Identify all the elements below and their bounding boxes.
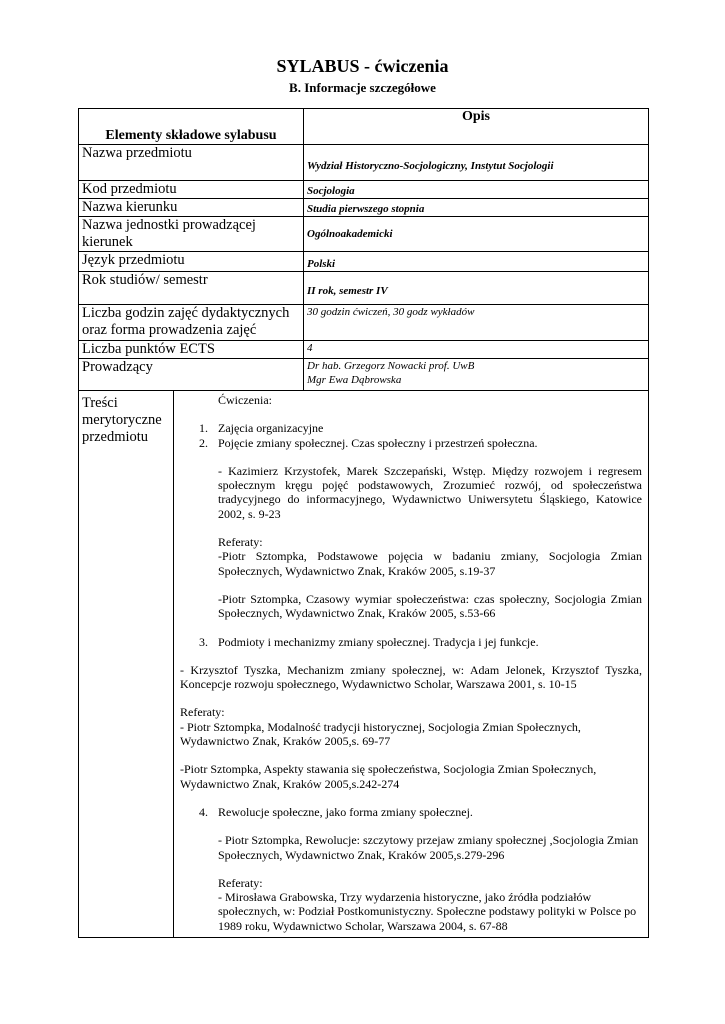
reference: - Piotr Sztompka, Rewolucje: szczytowy przejaw zmiany społecznej ,Socjologia Zmian Społecznych, Wydawnictwo Znak, Kraków 2005,s.279-296: [218, 833, 639, 862]
list-item: 4. Rewolucje społeczne, jako forma zmiany społecznej.: [199, 804, 473, 819]
header-elements: Elementy składowe sylabusu: [79, 109, 304, 145]
row-value: Studia pierwszego stopnia: [304, 199, 649, 217]
reference: -Piotr Sztompka, Podstawowe pojęcia w badaniu zmiany, Socjologia Zmian Społecznych, Wydawnictwo Znak, Kraków 2005, s.19-37: [218, 549, 642, 578]
row-label: Liczba godzin zajęć dydaktycznych oraz forma prowadzenia zajęć: [79, 305, 304, 341]
reference: - Piotr Sztompka, Modalność tradycji historycznej, Socjologia Zmian Społecznych, Wydawnictwo Znak, Kraków 2005,s. 69-77: [180, 719, 581, 749]
page-title: SYLABUS - ćwiczenia: [276, 56, 449, 76]
page-subtitle: B. Informacje szczegółowe: [289, 80, 436, 95]
row-label: Rok studiów/ semestr: [79, 272, 304, 305]
row-value: II rok, semestr IV: [304, 272, 649, 305]
row-value: Socjologia: [304, 181, 649, 199]
row-value: Ogólnoakademicki: [304, 217, 649, 252]
reference: -Piotr Sztompka, Aspekty stawania się społeczeństwa, Socjologia Zmian Społecznych, Wydawnictwo Znak, Kraków 2005,s.242-274: [180, 762, 597, 791]
list-item: 3. Podmioty i mechanizmy zmiany społecznej. Tradycja i jej funkcje.: [199, 634, 539, 649]
referaty-label: Referaty:: [218, 535, 263, 550]
row-label: Nazwa kierunku: [79, 199, 304, 217]
referaty-label: Referaty:: [218, 875, 263, 890]
row-label: Kod przedmiotu: [79, 181, 304, 199]
referaty-label: Referaty:: [180, 705, 225, 720]
list-item: 2. Pojęcie zmiany społecznej. Czas społeczny i przestrzeń społeczna.: [199, 435, 538, 450]
row-label: Nazwa jednostki prowadzącej kierunek: [79, 217, 304, 252]
list-item: 1. Zajęcia organizacyjne: [199, 421, 324, 436]
reference: - Krzysztof Tyszka, Mechanizm zmiany społecznej, w: Adam Jelonek, Krzysztof Tyszka, Koncepcje rozwoju społecznego, Wydawnictwo Scholar, Warszawa 2001, s. 10-15: [180, 662, 642, 692]
row-value: 4: [304, 341, 649, 359]
row-value: Wydział Historyczno-Socjologiczny, Instytut Socjologii: [304, 145, 649, 181]
header-opis: Opis: [304, 109, 649, 145]
lecturer-2: Mgr Ewa Dąbrowska: [307, 374, 402, 386]
row-value: [304, 359, 649, 391]
row-label: Prowadzący: [79, 359, 304, 391]
content-label: Treści merytoryczne przedmiotu: [79, 391, 174, 938]
row-label: Nazwa przedmiotu: [79, 145, 304, 181]
row-label: Język przedmiotu: [79, 252, 304, 272]
content-heading: Ćwiczenia:: [218, 393, 272, 407]
content-cell: [174, 391, 649, 938]
reference: - Mirosława Grabowska, Trzy wydarzenia historyczne, jako źródła podziałów społecznych, w: Podział Postkomunistyczny. Społeczne podstawy polityki w Polsce po 1989 roku, Wydawnictwo Scholar, Warszawa 2004, s. 67-88: [218, 890, 637, 933]
lecturer-1: Dr hab. Grzegorz Nowacki prof. UwB: [307, 360, 475, 372]
reference: - Kazimierz Krzystofek, Marek Szczepański, Wstęp. Między rozwojem i regresem społecznym kręgu pojęć podstawowych, Zrozumieć rozwój, od społeczeństwa tradycyjnego do informacyjnego, Wydawnictwo Uniwersytetu Śląskiego, Katowice 2002, s. 9-23: [218, 463, 642, 521]
row-label: Liczba punktów ECTS: [79, 341, 304, 359]
row-value: Polski: [304, 252, 649, 272]
syllabus-table: [78, 108, 649, 938]
row-value: 30 godzin ćwiczeń, 30 godz wykładów: [304, 305, 649, 341]
reference: -Piotr Sztompka, Czasowy wymiar społeczeństwa: czas społeczny, Socjologia Zmian Społecznych, Wydawnictwo Znak, Kraków 2005, s.53-66: [218, 591, 642, 621]
